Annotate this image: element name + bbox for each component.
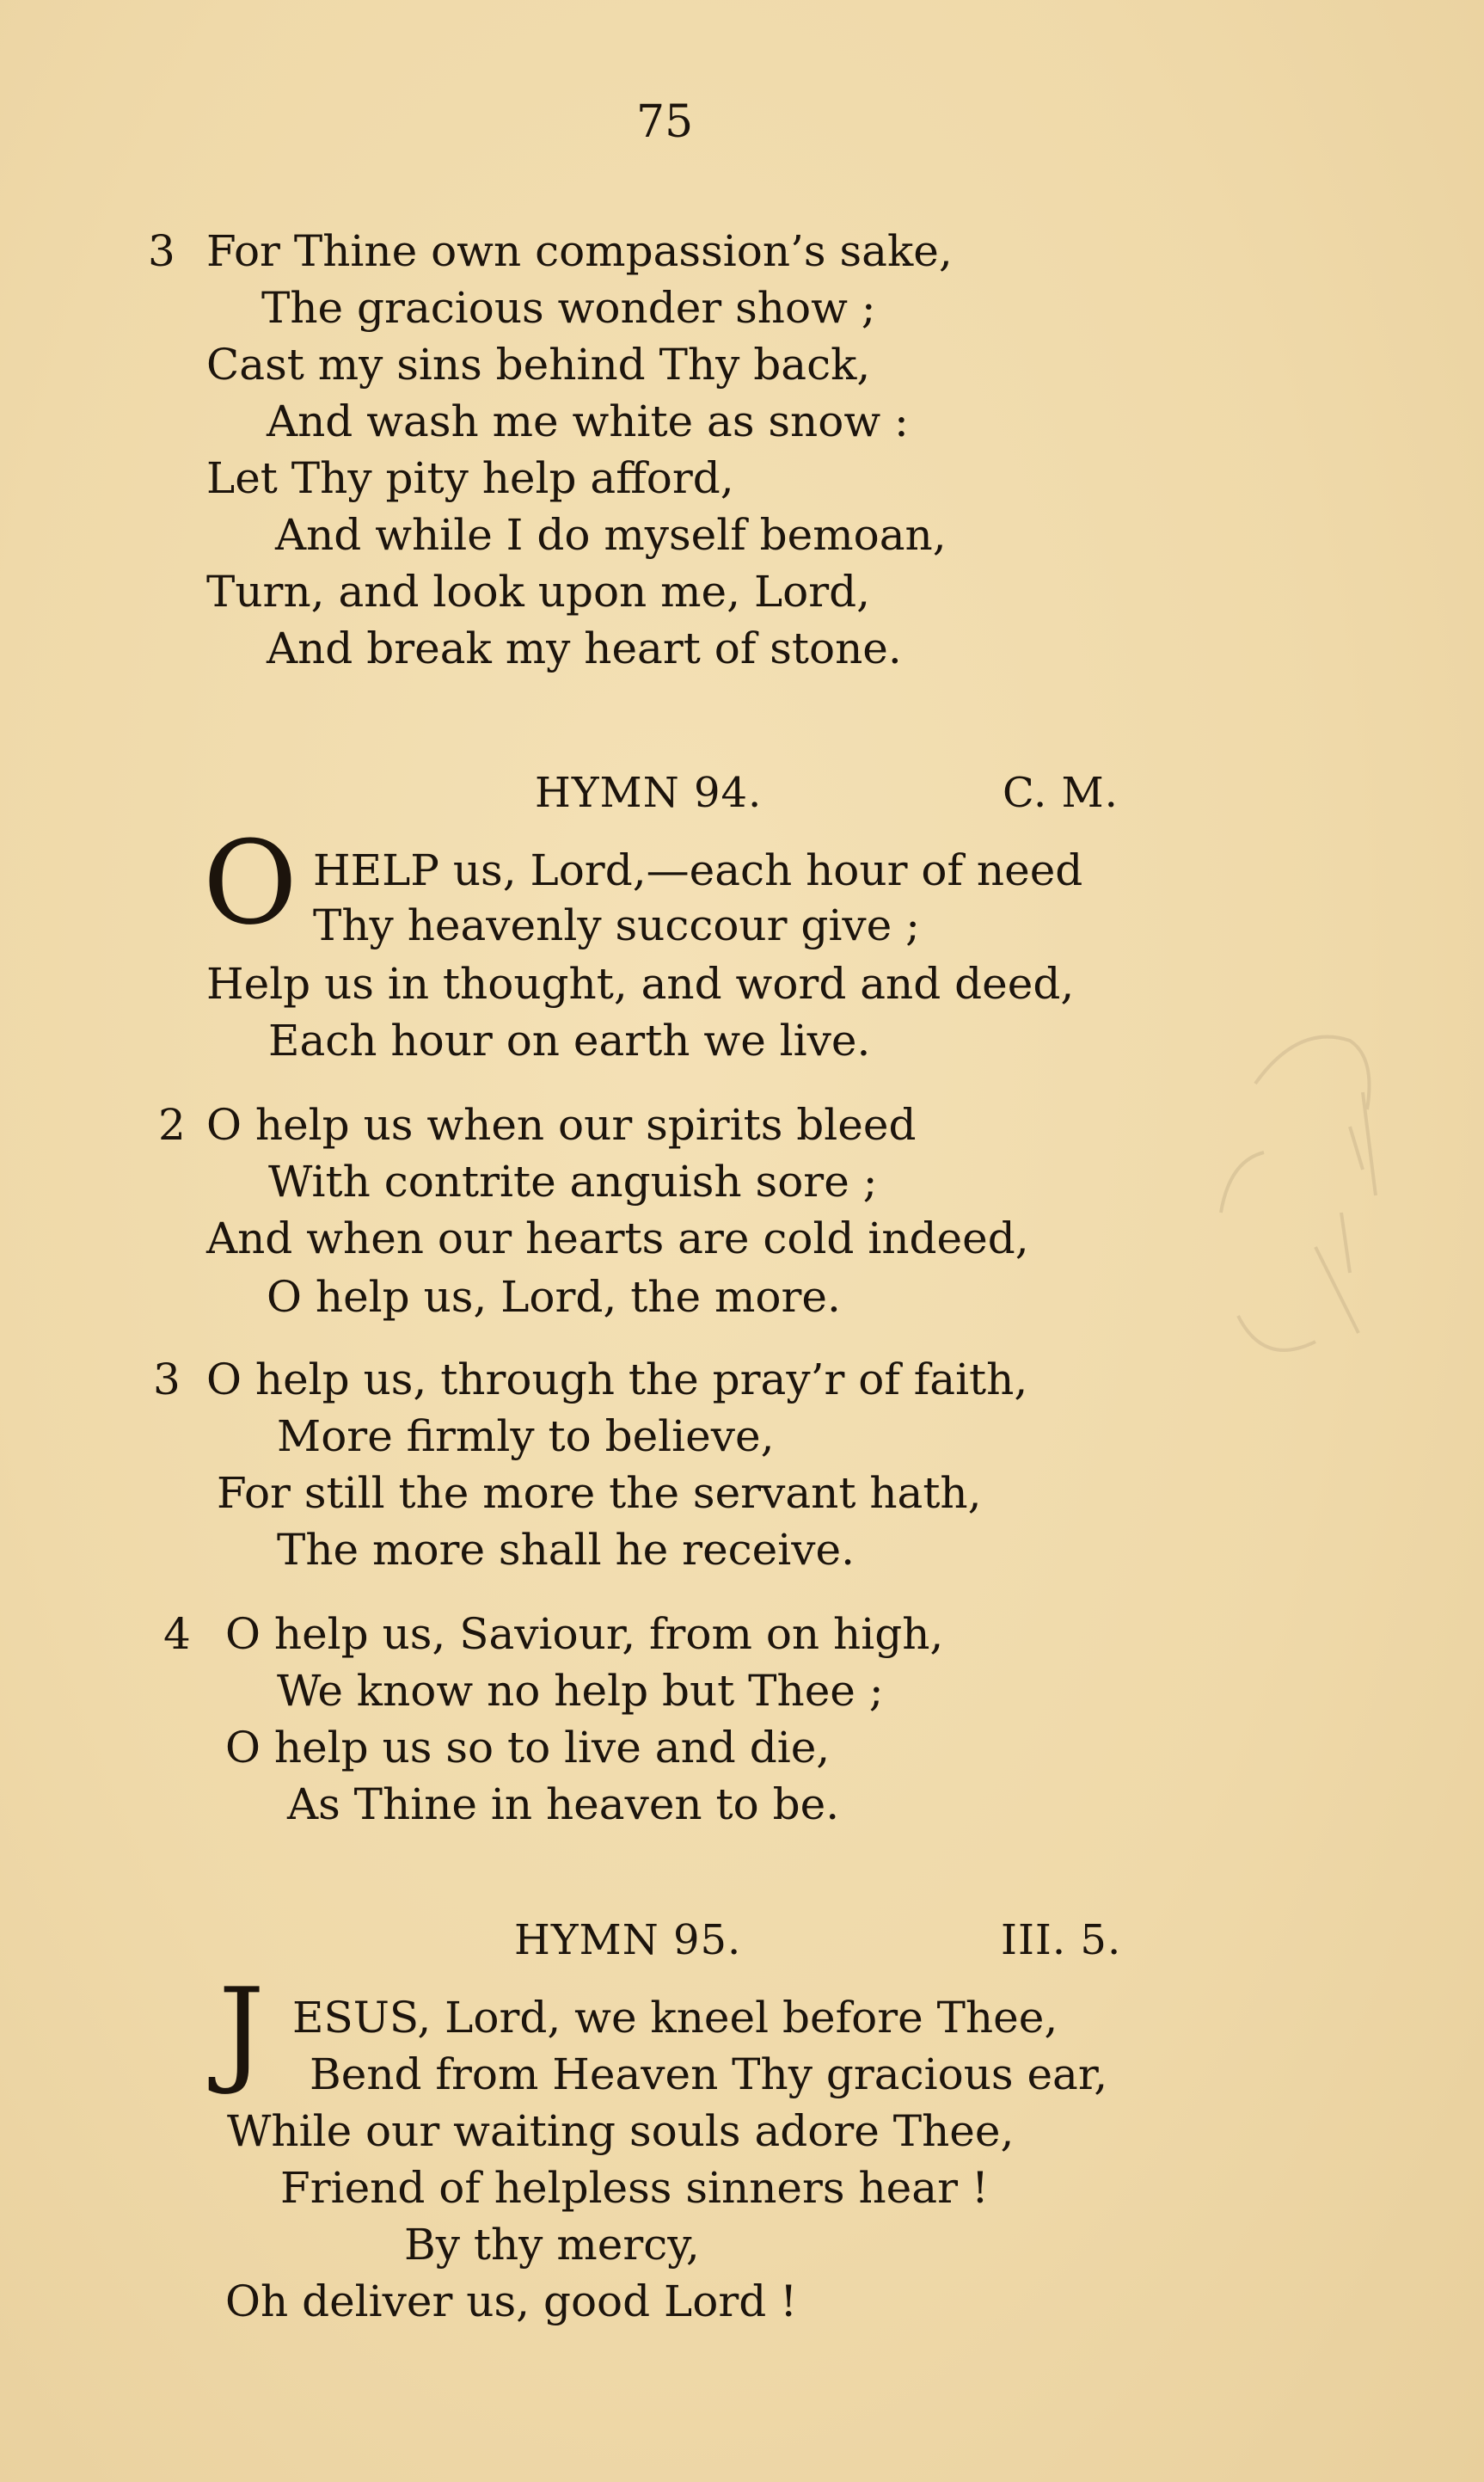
verse-line: For still the more the servant hath,: [217, 1468, 982, 1518]
verse-line: We know no help but Thee ;: [277, 1666, 884, 1716]
hymn-meter: C. M.: [1003, 769, 1119, 817]
verse-line: O help us when our spirits bleed: [206, 1100, 917, 1150]
hymn-title: HYMN 94.: [535, 769, 763, 817]
verse-line: While our waiting souls adore Thee,: [227, 2106, 1015, 2156]
verse-line: And when our hearts are cold indeed,: [206, 1213, 1029, 1263]
drop-cap: O: [203, 816, 297, 950]
page-number: 75: [636, 96, 694, 148]
verse-line: Bend from Heaven Thy gracious ear,: [310, 2049, 1108, 2099]
verse-number: 3: [148, 226, 175, 276]
verse-line: With contrite anguish sore ;: [268, 1157, 878, 1207]
verse-line: The more shall he receive.: [277, 1525, 855, 1575]
verse-line: Cast my sins behind Thy back,: [206, 340, 871, 390]
verse-line: O help us, Saviour, from on high,: [225, 1609, 944, 1659]
verse-line: ESUS, Lord, we kneel before Thee,: [292, 1993, 1058, 2043]
hymn-meter: III. 5.: [1001, 1916, 1122, 1964]
verse-line: As Thine in heaven to be.: [287, 1779, 840, 1829]
hymn-title: HYMN 95.: [514, 1916, 742, 1964]
verse-line: Each hour on earth we live.: [268, 1016, 871, 1066]
verse-line: O help us, through the pray’r of faith,: [206, 1355, 1028, 1404]
verse-line: O help us so to live and die,: [225, 1723, 831, 1772]
drop-cap: J: [218, 1963, 265, 2098]
verse-number: 3: [153, 1355, 181, 1404]
bleed-through-mark: [1212, 989, 1470, 1402]
verse-line: And while I do myself bemoan,: [275, 510, 947, 560]
verse-number: 4: [163, 1609, 191, 1659]
verse-line: By thy mercy,: [404, 2220, 700, 2270]
verse-line: Let Thy pity help afford,: [206, 453, 734, 503]
verse-line: Help us in thought, and word and deed,: [206, 959, 1075, 1009]
verse-line: Thy heavenly succour give ;: [313, 900, 921, 950]
verse-line: Friend of helpless sinners hear !: [280, 2163, 989, 2213]
verse-line: More firmly to believe,: [277, 1411, 775, 1461]
verse-line: Turn, and look upon me, Lord,: [206, 567, 871, 617]
verse-line: Oh deliver us, good Lord !: [225, 2276, 798, 2326]
verse-line: For Thine own compassion’s sake,: [206, 226, 953, 276]
verse-line: HELP us, Lord,—each hour of need: [313, 845, 1083, 895]
verse-line: The gracious wonder show ;: [261, 283, 876, 333]
verse-line: And wash me white as snow :: [267, 396, 909, 446]
verse-line: O help us, Lord, the more.: [267, 1272, 841, 1322]
verse-line: And break my heart of stone.: [267, 624, 902, 673]
verse-number: 2: [158, 1100, 186, 1150]
